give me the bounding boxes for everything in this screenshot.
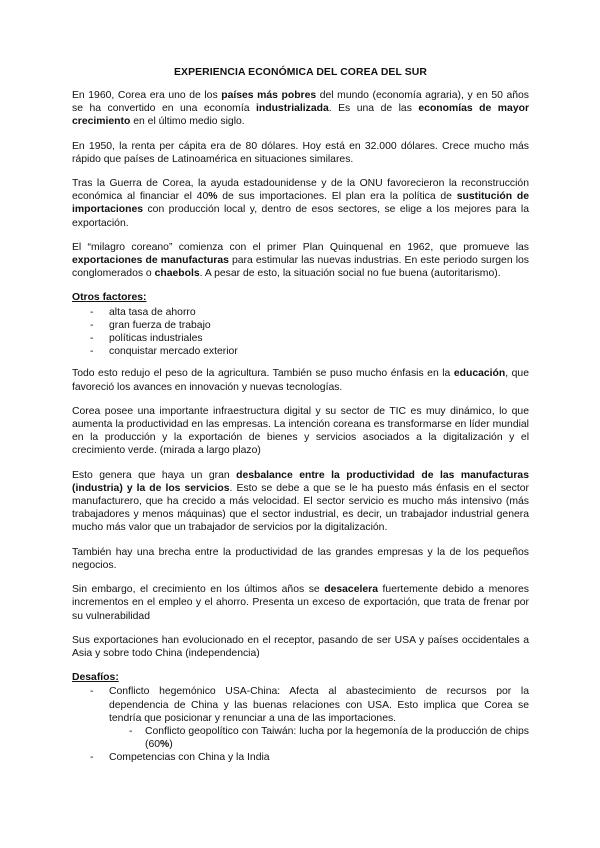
text-run: En 1960, Corea era uno de los	[72, 90, 222, 101]
text-run: , que favoreció los avances en innovación y nuevas tecnologías.	[72, 368, 529, 393]
challenges-list	[72, 685, 529, 764]
list-item-text: Conflicto hegemónico USA-China: Afecta al abastecimiento de recursos por la dependencia de China y las buenas relaciones con USA. Esto implica que Corea se tendría que posicionar y renunciar a una de las importaciones.	[109, 686, 529, 724]
paragraph-income: En 1950, la renta per cápita era de 80 dólares. Hoy está en 32.000 dólares. Crece mucho más rápido que países de Latinoamérica en situaciones similares.	[72, 140, 529, 165]
text-run: . Es una de las	[328, 103, 419, 115]
bold-text: exportaciones de manufacturas	[72, 255, 229, 267]
challenges-heading: Desafíos:	[72, 672, 119, 684]
text-run: . A pesar de esto, la situación social no fue buena (autoritarismo).	[199, 268, 501, 280]
text-run: )	[169, 739, 173, 751]
bold-text: sustitución de importaciones	[72, 191, 529, 216]
paragraph-gap: También hay una brecha entre la productividad de las grandes empresas y la de los pequeños negocios.	[72, 546, 529, 571]
text-run: en el último medio siglo.	[130, 116, 245, 128]
bold-text: educación	[453, 368, 506, 380]
list-item: - Competencias con China y la India	[72, 751, 529, 764]
paragraph-exports: Sus exportaciones han evolucionado en el receptor, pasando de ser USA y países occidentales a Asia y sobre todo China (independencia)	[72, 634, 529, 659]
paragraph-imbalance	[72, 469, 529, 535]
bold-text: %	[208, 191, 218, 203]
paragraph-digital: Corea posee una importante infraestructura digital y su sector de TIC es muy dinámico, lo que aumenta la productividad en las empresas. La intención coreana es transformarse en líder mundial en la producción y la exportación de bienes y servicios asociados a la digitalización y el crecimiento verde. (mirada a largo plazo)	[72, 405, 529, 457]
list-item: - alta tasa de ahorro	[72, 306, 529, 319]
bold-text: economías de mayor crecimiento	[72, 103, 529, 128]
paragraph-education	[72, 367, 529, 393]
text-run: Tras la Guerra de Corea, la ayuda estadounidense y de la ONU favorecieron la reconstrucción económica al financiar el 40	[72, 178, 529, 203]
text-run: de sus importaciones. El plan era la política de	[217, 191, 457, 203]
list-item	[72, 685, 529, 751]
text-run: Sin embargo, el crecimiento en los últimos años se	[72, 584, 325, 596]
bold-text: chaebols	[154, 268, 200, 280]
factors-heading: Otros factores:	[72, 292, 147, 304]
text-run: El “milagro coreano” comienza con el primer Plan Quinquenal en 1962, que promueve las	[72, 241, 529, 253]
list-item: - conquistar mercado exterior	[72, 345, 529, 358]
sub-list-item	[109, 725, 529, 751]
factors-list	[72, 306, 529, 359]
sub-list	[109, 725, 529, 751]
paragraph-miracle	[72, 241, 529, 281]
text-run: . Esto se debe a que se le ha puesto más énfasis en el sector manufacturero, que ha crecido a más velocidad. El sector servicio es mucho más intensivo (más trabajadores y menos máquinas) que el sector industrial, es decir, un trabajador industrial genera mucho más valor que un trabajador de servicios por la digitalización.	[72, 482, 530, 534]
bold-text: industrializada	[255, 103, 329, 115]
list-item: - políticas industriales	[72, 332, 529, 345]
text-run: con producción local y, dentro de esos sectores, se elige a los mejores para la exportación.	[72, 204, 529, 229]
text-run: Conflicto geopolítico con Taiwán: lucha por la hegemonía de la producción de chips (60	[145, 725, 529, 751]
document-title: EXPERIENCIA ECONÓMICA DEL COREA DEL SUR	[174, 67, 427, 78]
text-run: Esto genera que haya un gran	[72, 469, 237, 481]
text-run: para estimular las nuevas industrias. En este periodo surgen los conglomerados o	[72, 255, 529, 280]
paragraph-intro	[72, 89, 529, 129]
paragraph-slowdown	[72, 583, 529, 623]
list-item: - gran fuerza de trabajo	[72, 319, 529, 332]
bold-text: %	[160, 739, 170, 751]
bold-text: desbalance entre la productividad de las manufacturas (industria) y la de los servicios	[72, 469, 529, 494]
bold-text: desacelera	[324, 584, 378, 596]
text-run: Todo esto redujo el peso de la agricultura. También se puso mucho énfasis en la	[72, 368, 454, 380]
text-run: fuertemente debido a menores incrementos en el empleo y el ahorro. Presenta un exceso de exportación, que trata de frenar por su vulnerabilidad	[72, 584, 529, 622]
text-run: del mundo (economía agraria), y en 50 años se ha convertido en una economía	[72, 90, 529, 115]
paragraph-reconstruction	[72, 177, 529, 230]
bold-text: países más pobres	[221, 90, 317, 101]
